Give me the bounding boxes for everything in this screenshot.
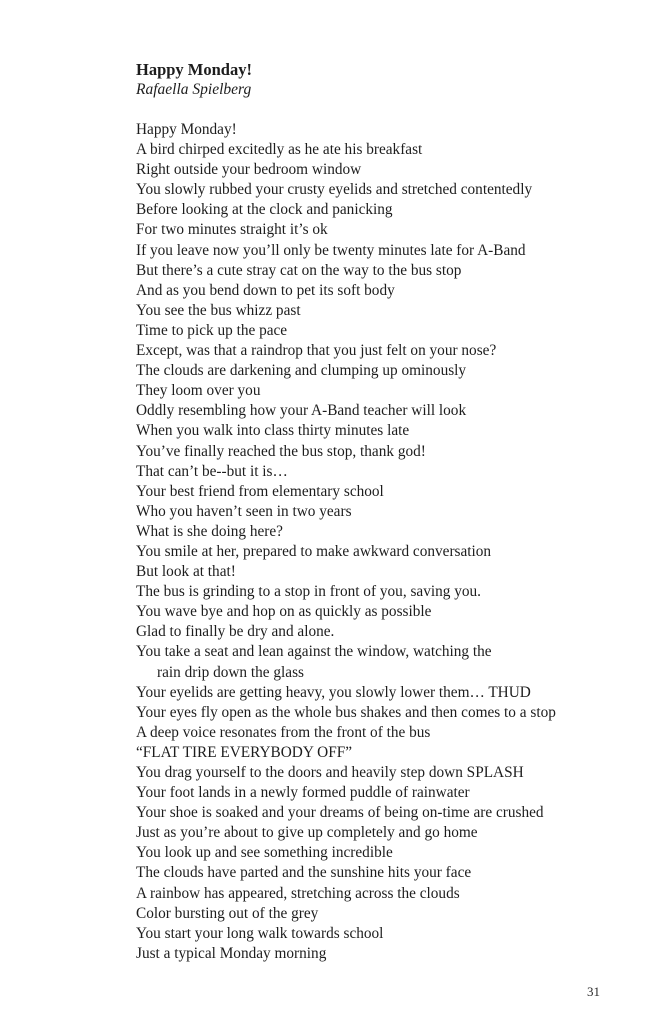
poem-line: The clouds have parted and the sunshine hits your face: [136, 864, 472, 882]
poem-line: Before looking at the clock and panicking: [136, 201, 393, 219]
poem-line: You see the bus whizz past: [136, 301, 301, 319]
poem-line: What is she doing here?: [136, 522, 283, 540]
page-number: 31: [587, 984, 600, 999]
poem-title: Happy Monday!: [136, 60, 252, 79]
poem-line: Right outside your bedroom window: [136, 161, 362, 179]
poem-line: The clouds are darkening and clumping up ominously: [136, 362, 467, 380]
poem-line: “FLAT TIRE EVERYBODY OFF”: [136, 743, 353, 761]
poem-line: But look at that!: [136, 563, 236, 581]
poem-line: That can’t be--but it is…: [136, 462, 288, 480]
poem-line: But there’s a cute stray cat on the way to the bus stop: [136, 261, 462, 279]
poem-line: You smile at her, prepared to make awkward conversation: [136, 542, 492, 560]
poem-line: Your foot lands in a newly formed puddle of rainwater: [136, 784, 470, 802]
poem-line: You slowly rubbed your crusty eyelids and stretched contentedly: [136, 181, 533, 199]
poem-line: Your best friend from elementary school: [136, 482, 384, 500]
poem-line: You take a seat and lean against the window, watching the: [136, 643, 492, 661]
poem-line: Your shoe is soaked and your dreams of being on-time are crushed: [136, 804, 544, 822]
poem-line: You’ve finally reached the bus stop, thank god!: [136, 442, 426, 460]
poem-line: You wave bye and hop on as quickly as possible: [136, 603, 432, 621]
poem-body: [136, 120, 636, 964]
poem-line: rain drip down the glass: [157, 663, 304, 681]
poem-line: You look up and see something incredible: [136, 844, 393, 862]
poem-line: Your eyelids are getting heavy, you slowly lower them… THUD: [136, 683, 531, 701]
poem-line: Happy Monday!: [136, 121, 237, 138]
poem-line: They loom over you: [136, 382, 261, 400]
poem-line: You drag yourself to the doors and heavily step down SPLASH: [136, 764, 524, 781]
poem-line: If you leave now you’ll only be twenty minutes late for A-Band: [136, 241, 526, 259]
poem-line: Just a typical Monday morning: [136, 944, 327, 962]
poem-line: For two minutes straight it’s ok: [136, 221, 328, 239]
poem-line: A bird chirped excitedly as he ate his breakfast: [136, 141, 423, 159]
poem-line: A deep voice resonates from the front of the bus: [136, 723, 431, 741]
poem-line: And as you bend down to pet its soft body: [136, 281, 395, 299]
poem-line: Who you haven’t seen in two years: [136, 502, 352, 520]
poem-line: The bus is grinding to a stop in front of you, saving you.: [136, 583, 482, 601]
poem-line: Time to pick up the pace: [136, 321, 288, 339]
poem-line: Just as you’re about to give up completely and go home: [136, 824, 478, 842]
poem-line: Except, was that a raindrop that you just felt on your nose?: [136, 342, 497, 360]
poem-line: When you walk into class thirty minutes late: [136, 422, 410, 440]
poem-line: Color bursting out of the grey: [136, 904, 319, 922]
poem-line: A rainbow has appeared, stretching across the clouds: [136, 884, 460, 902]
poem-line: You start your long walk towards school: [136, 924, 384, 942]
poem-line: Your eyes fly open as the whole bus shakes and then comes to a stop: [136, 703, 556, 721]
poem-author: Rafaella Spielberg: [136, 81, 252, 98]
poem-line: Oddly resembling how your A-Band teacher will look: [136, 402, 467, 420]
poem-line: Glad to finally be dry and alone.: [136, 623, 335, 641]
